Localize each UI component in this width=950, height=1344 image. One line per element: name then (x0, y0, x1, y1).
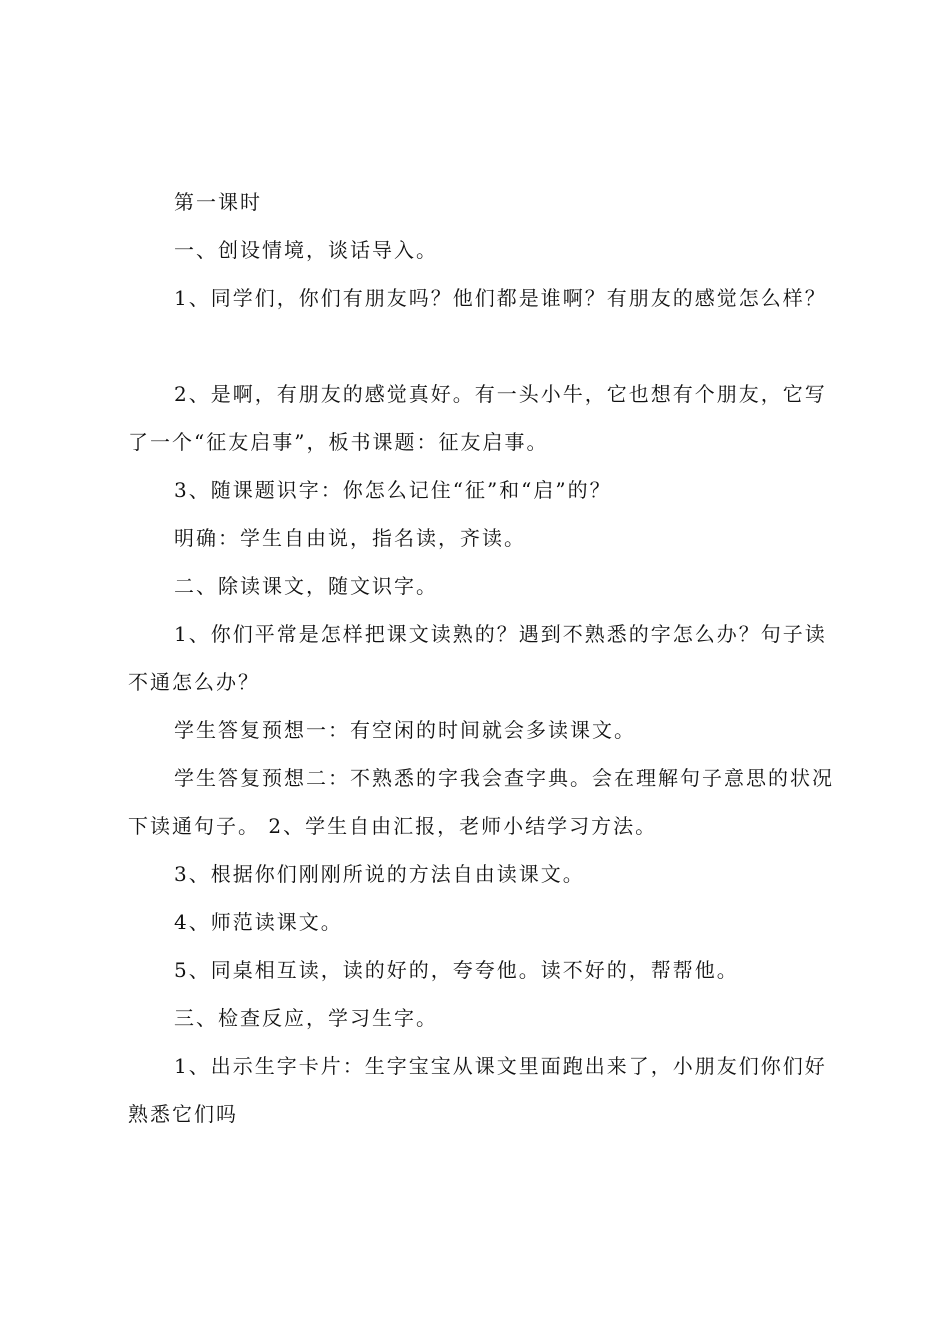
paragraph: 5、同桌相互读，读的好的，夸夸他。读不好的，帮帮他。 (174, 958, 739, 982)
paragraph: 明确：学生自由说，指名读，齐读。 (174, 526, 526, 550)
section-heading-3: 三、检查反应，学习生字。 (174, 1006, 438, 1030)
blank-line (128, 322, 834, 370)
paragraph: 3、随课题识字：你怎么记住“征”和“启”的？ (174, 478, 612, 502)
paragraph: 学生答复预想二：不熟悉的字我会查字典。会在理解句子意思的状况下读通句子。 2、学生自由汇报，老师小结学习方法。 (128, 766, 834, 838)
paragraph: 1、你们平常是怎样把课文读熟的？遇到不熟悉的字怎么办？句子读不通怎么办？ (128, 622, 827, 694)
paragraph: 4、师范读课文。 (174, 910, 343, 934)
paragraph: 1、出示生字卡片：生字宝宝从课文里面跑出来了，小朋友们你们好熟悉它们吗 (128, 1054, 827, 1126)
paragraph: 3、根据你们刚刚所说的方法自由读课文。 (174, 862, 585, 886)
document-body (128, 178, 834, 1138)
section-heading-2: 二、除读课文，随文识字。 (174, 574, 438, 598)
paragraph: 2、是啊，有朋友的感觉真好。有一头小牛，它也想有个朋友，它写了一个“征友启事”，板书课题：征友启事。 (128, 382, 827, 454)
paragraph: 学生答复预想一：有空闲的时间就会多读课文。 (174, 718, 636, 742)
paragraph: 1、同学们，你们有朋友吗？他们都是谁啊？有朋友的感觉怎么样？ (174, 286, 827, 310)
section-heading-1: 一、创设情境，谈话导入。 (174, 238, 438, 262)
lesson-period-heading: 第一课时 (174, 190, 262, 214)
